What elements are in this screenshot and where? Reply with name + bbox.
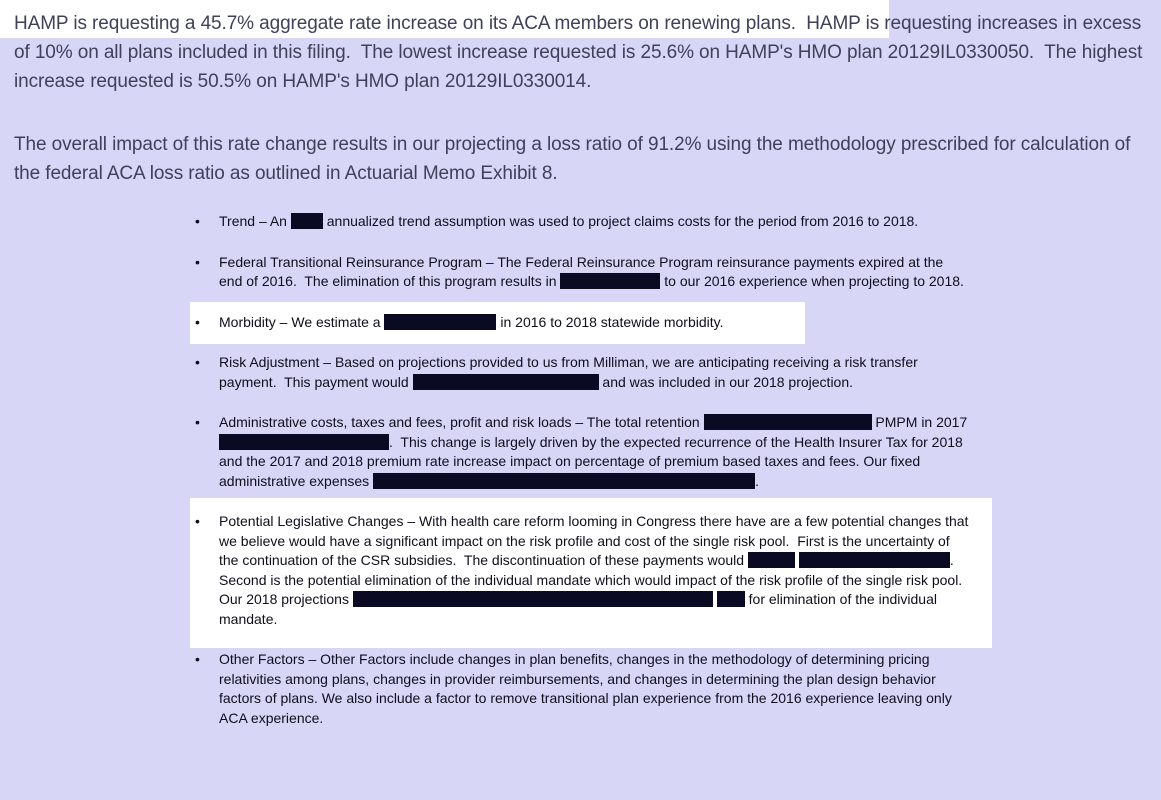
- intro-highlighted-sentence: HAMP is requesting a 45.7% aggregate rate increase on its ACA members on renewing plans.: [14, 13, 796, 34]
- redaction-box: [373, 473, 755, 489]
- redaction-box: [413, 374, 599, 390]
- text-run: .: [755, 472, 759, 489]
- redaction-box: [384, 314, 496, 330]
- redaction-box: [704, 414, 872, 430]
- text-run: Risk Adjustment – Based on projections provided to us from Milliman, we are anticipating receiving a risk transfer payment. This payment would: [219, 354, 922, 390]
- text-run: Other Factors – Other Factors include changes in plan benefits, changes in the methodology of determining pricing relativities among plans, changes in provider reimbursements, and changes in determining the plan design behavior factors of plans. We also include a factor to remove transitional plan experience from the 2016 experience leaving only ACA experience.: [219, 651, 955, 726]
- redaction-box: [748, 552, 795, 568]
- bullet-potential-legislative-changes: [219, 512, 973, 629]
- impact-paragraph: The overall impact of this rate change results in our projecting a loss ratio of 91.2% using the methodology prescribed for calculation of the federal ACA loss ratio as outlined in Actuarial Memo Exhibit 8.: [14, 134, 1136, 184]
- redaction-box: [560, 273, 660, 289]
- redaction-box: [717, 591, 745, 607]
- redaction-box: [353, 591, 713, 607]
- bullet-risk-adjustment: [219, 353, 969, 392]
- text-run: annualized trend assumption was used to project claims costs for the period from 2016 to 2018.: [322, 213, 919, 229]
- text-run: in 2016 to 2018 statewide morbidity.: [496, 313, 724, 330]
- bullet-morbidity: [219, 313, 969, 333]
- text-run: . This change is largely driven by the expected recurrence of the Health Insurer Tax for 2018 and the 2017 and 2018 premium rate increase impact on percentage of premium based taxes and fees. Our fixed administrative expenses: [219, 433, 967, 489]
- text-run: Trend – An: [219, 213, 291, 229]
- bullet-federal-reinsurance: [219, 253, 969, 292]
- text-run: to our 2016 experience when projecting to 2018.: [660, 273, 964, 289]
- intro-paragraph-rest: HAMP is requesting increases in excess of 10% on all plans included in this filing. The lowest increase requested is 25.6% on HAMP's HMO plan 20129IL0330050. The highest increase requested is 50.5% on HAMP's HMO plan 20129IL0330014.: [14, 13, 1148, 92]
- bullet-trend: [219, 212, 969, 232]
- rate-change-factors-list: [219, 212, 973, 749]
- redaction-box: [799, 552, 950, 568]
- text-run: Morbidity – We estimate a: [219, 313, 385, 330]
- text-run: for elimination of the individual mandate.: [219, 591, 941, 627]
- text-run: Potential Legislative Changes – With health care reform looming in Congress there have are a few potential changes that we believe would have a significant impact on the risk profile and cost of the single risk pool. First is the uncertainty of the continuation of the CSR subsidies. The discontinuation of these payments would: [219, 513, 973, 568]
- text-run: . Second is the potential elimination of the individual mandate which would impact of the risk profile of the single risk pool. Our 2018 projections: [219, 552, 970, 607]
- text-run: and was included in our 2018 projection.: [598, 373, 854, 390]
- text-run: PMPM in 2017: [871, 414, 972, 430]
- redaction-box: [219, 434, 389, 450]
- text-run: Administrative costs, taxes and fees, profit and risk loads – The total retention: [219, 414, 704, 430]
- bullet-other-factors: [219, 650, 969, 728]
- bullet-administrative-costs: [219, 413, 972, 491]
- intro-paragraph: [14, 9, 1151, 96]
- text-run: Federal Transitional Reinsurance Program – The Federal Reinsurance Program reinsurance payments expired at the end of 2016. The elimination of this program results in: [219, 253, 948, 289]
- redaction-box: [291, 213, 323, 229]
